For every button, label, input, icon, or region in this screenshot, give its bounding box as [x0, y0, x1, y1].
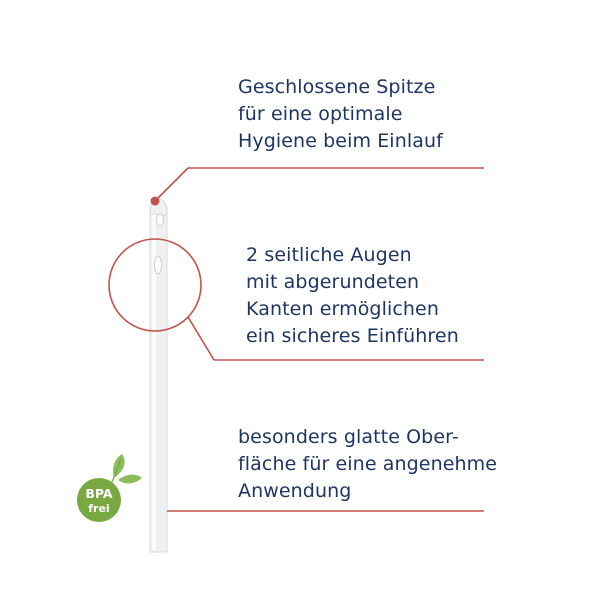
- callout-line: ein sicheres Einführen: [246, 325, 459, 347]
- callout-line: mit abgerundeten: [246, 271, 420, 293]
- callout-line: Geschlossene Spitze: [238, 76, 436, 98]
- catheter-tube: [150, 199, 167, 552]
- callout-text-eyes: [246, 242, 459, 350]
- callout-line: Hygiene beim Einlauf: [238, 130, 443, 152]
- callout-text-surface: [238, 424, 497, 505]
- badge-line1: BPA: [85, 486, 113, 501]
- callout-line: 2 seitliche Augen: [246, 244, 412, 266]
- callout-line: Anwendung: [238, 480, 352, 502]
- callout-line-tip: [151, 168, 485, 206]
- callout-text-tip: [238, 74, 443, 155]
- callout-line: fläche für eine angenehme: [238, 453, 498, 475]
- callout-line: für eine optimale: [238, 103, 403, 125]
- bpa-free-badge: [77, 454, 142, 522]
- leaf-icon: [112, 454, 142, 484]
- badge-line2: frei: [88, 502, 110, 515]
- callout-line: besonders glatte Ober-: [238, 426, 459, 448]
- callout-line: Kanten ermöglichen: [246, 298, 439, 320]
